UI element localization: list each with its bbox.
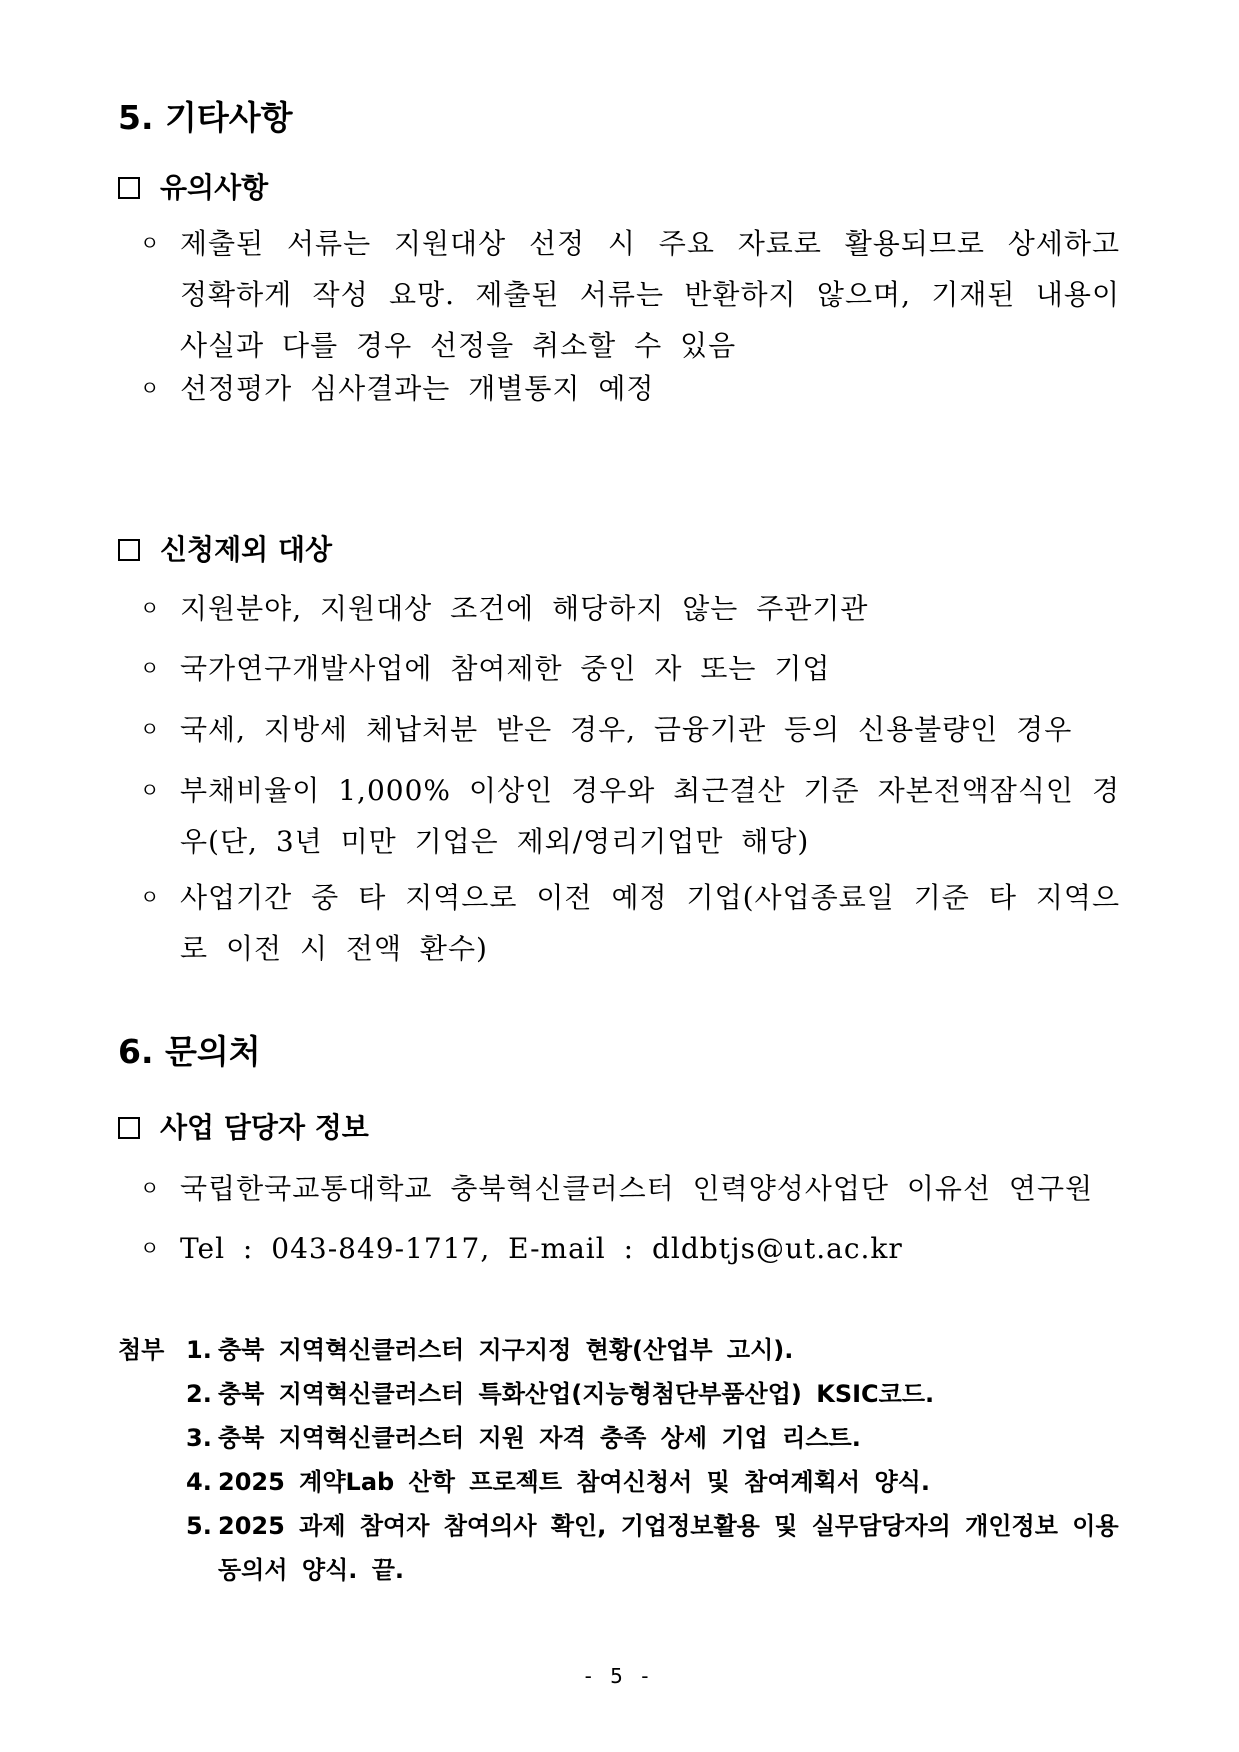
- attachment-number: 2.: [186, 1380, 212, 1408]
- excl-item-3: [140, 704, 1120, 755]
- attachment-text: 2025 계약Lab 산학 프로젝트 참여신청서 및 참여계획서 양식.: [218, 1468, 930, 1496]
- attachment-text: 2025 과제 참여자 참여의사 확인, 기업정보활용 및 실무담당자의 개인정보 이용 동의서 양식. 끝.: [218, 1512, 1119, 1584]
- bullet-circle-icon: ㅇ: [140, 596, 160, 620]
- bullet-circle-icon: ㅇ: [140, 376, 160, 400]
- checkbox-square-icon: [118, 1117, 140, 1139]
- bullet-circle-icon: ㅇ: [140, 778, 160, 802]
- attachment-row-3: [118, 1416, 1128, 1460]
- excl-item-2-text: 국가연구개발사업에 참여제한 중인 자 또는 기업: [180, 652, 831, 685]
- attachment-row-1: [118, 1328, 1128, 1372]
- subsection-contact: [118, 1110, 369, 1146]
- subsection-exclusions: [118, 532, 332, 568]
- attachment-row-5: [118, 1504, 1128, 1592]
- attachment-number: 1.: [186, 1336, 212, 1364]
- notes-item-2-text: 선정평가 심사결과는 개별통지 예정: [180, 372, 655, 405]
- notes-item-2: [140, 363, 1120, 414]
- checkbox-square-icon: [118, 539, 140, 561]
- bullet-circle-icon: ㅇ: [140, 231, 160, 255]
- bullet-circle-icon: ㅇ: [140, 717, 160, 741]
- subsection-notes: [118, 170, 268, 206]
- page-number: - 5 -: [584, 1664, 655, 1688]
- excl-item-1: [140, 583, 1120, 634]
- bullet-circle-icon: ㅇ: [140, 656, 160, 680]
- excl-item-5-text: 사업기간 중 타 지역으로 이전 예정 기업(사업종료일 기준 타 지역으로 이전 시 전액 환수): [180, 881, 1120, 965]
- attachments-lead: 첨부: [118, 1336, 165, 1364]
- contact-item-1-text: 국립한국교통대학교 충북혁신클러스터 인력양성사업단 이유선 연구원: [180, 1172, 1094, 1205]
- bullet-circle-icon: ㅇ: [140, 1236, 160, 1260]
- excl-item-1-text: 지원분야, 지원대상 조건에 해당하지 않는 주관기관: [180, 592, 869, 625]
- excl-item-3-text: 국세, 지방세 체납처분 받은 경우, 금융기관 등의 신용불량인 경우: [180, 713, 1073, 746]
- subsection-exclusions-title: 신청제외 대상: [160, 533, 333, 566]
- contact-item-2: [140, 1223, 1120, 1274]
- attachment-text: 충북 지역혁신클러스터 특화산업(지능형첨단부품산업) KSIC코드.: [218, 1380, 935, 1408]
- attachment-row-2: [118, 1372, 1128, 1416]
- section-title-6: 6. 문의처: [118, 1032, 261, 1071]
- section-title-5: 5. 기타사항: [118, 98, 293, 137]
- attachment-number: 3.: [186, 1424, 212, 1452]
- notes-item-1: [140, 218, 1120, 371]
- attachment-text: 충북 지역혁신클러스터 지구지정 현황(산업부 고시).: [218, 1336, 794, 1364]
- bullet-circle-icon: ㅇ: [140, 1176, 160, 1200]
- attachments: [118, 1328, 1128, 1592]
- notes-item-1-text: 제출된 서류는 지원대상 선정 시 주요 자료로 활용되므로 상세하고 정확하게 작성 요망. 제출된 서류는 반환하지 않으며, 기재된 내용이 사실과 다를 경우 선정을 취소할 수 있음: [180, 227, 1120, 362]
- attachment-number: 4.: [186, 1468, 212, 1496]
- attachment-number: 5.: [186, 1512, 212, 1540]
- subsection-notes-title: 유의사항: [160, 171, 269, 204]
- bullet-circle-icon: ㅇ: [140, 885, 160, 909]
- excl-item-4: [140, 765, 1120, 867]
- contact-item-2-text: Tel : 043-849-1717, E-mail : dldbtjs@ut.ac.kr: [180, 1232, 903, 1265]
- attachment-text: 충북 지역혁신클러스터 지원 자격 충족 상세 기업 리스트.: [218, 1424, 861, 1452]
- excl-item-5: [140, 872, 1120, 974]
- subsection-contact-title: 사업 담당자 정보: [160, 1111, 369, 1144]
- checkbox-square-icon: [118, 177, 140, 199]
- contact-item-1: [140, 1163, 1120, 1214]
- attachment-row-4: [118, 1460, 1128, 1504]
- excl-item-2: [140, 643, 1120, 694]
- excl-item-4-text: 부채비율이 1,000% 이상인 경우와 최근결산 기준 자본전액잠식인 경우(단, 3년 미만 기업은 제외/영리기업만 해당): [180, 774, 1120, 858]
